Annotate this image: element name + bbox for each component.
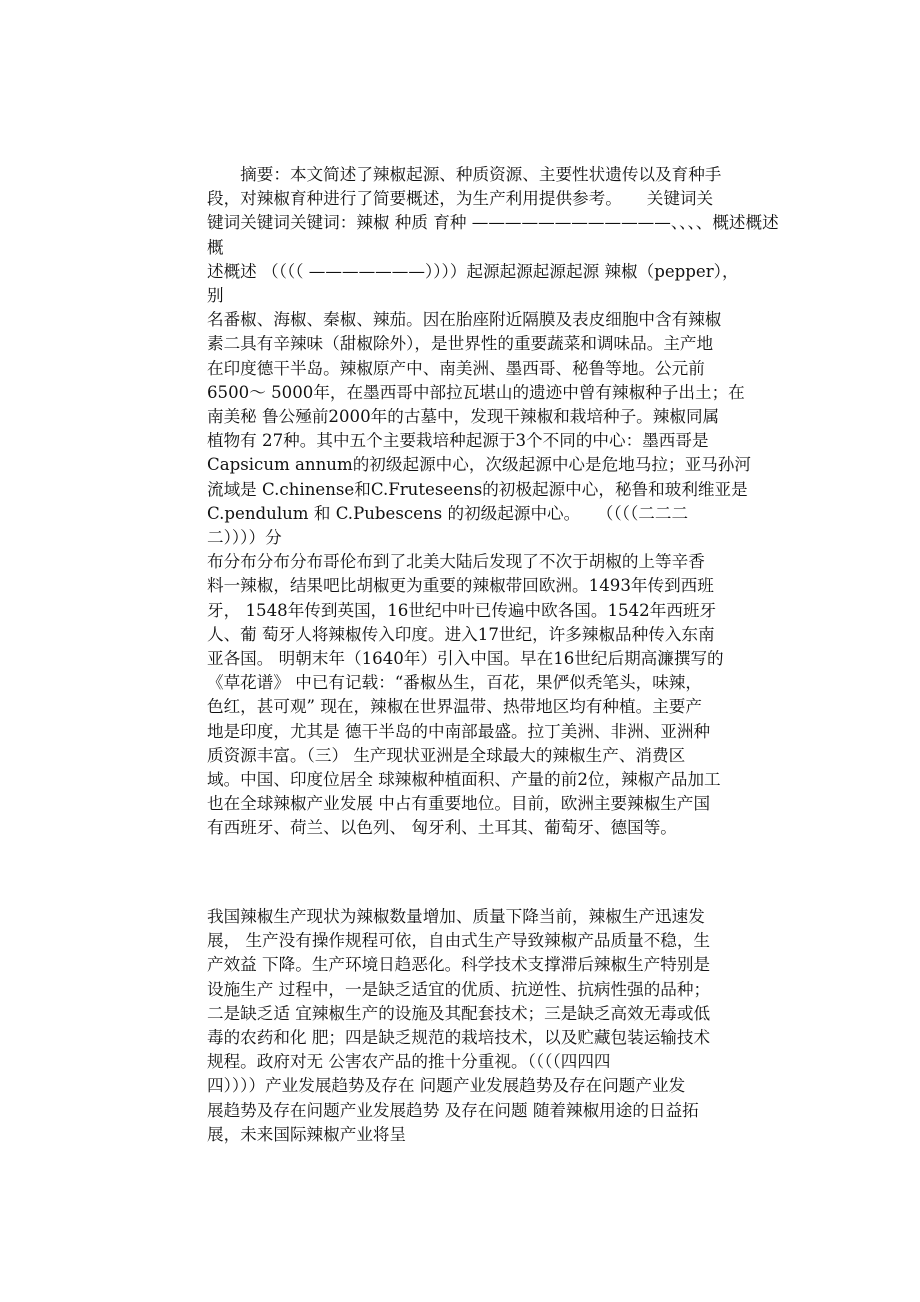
text-line: 概 (207, 237, 224, 257)
text-line: 域。中国、印度位居全 球辣椒种植面积、产量的前2位，辣椒产品加工 (207, 770, 721, 789)
text-line: 《草花谱》 中已有记载：“番椒丛生，百花，果俨似秃笔头，味辣， (207, 673, 702, 693)
text-line: 牙， 1548年传到英国，16世纪中叶已传遍中欧各国。1542年西班牙 (207, 600, 717, 620)
text-line: 二））））分 (207, 528, 282, 547)
text-line: 键词关键词关键词：辣椒 种质 育种 ————————————、、、、概述概述 (207, 213, 779, 233)
text-line: 设施生产 过程中，一是缺乏适宜的优质、抗逆性、抗病性强的品种； (207, 979, 711, 999)
text-line: 二是缺乏适 宜辣椒生产的设施及其配套技术；三是缺乏高效无毒或低 (207, 1003, 711, 1023)
text-line: 我国辣椒生产现状为辣椒数量增加、质量下降当前，辣椒生产迅速发 (207, 907, 705, 926)
text-line: 人、葡 萄牙人将辣椒传入印度。进入17世纪，许多辣椒品种传入东南 (207, 624, 715, 644)
text-line: 别 (207, 286, 224, 305)
text-line: 料一辣椒，结果吧比胡椒更为重要的辣椒带回欧洲。1493年传到西班 (207, 576, 714, 596)
text-line: 展， 生产没有操作规程可依，自由式生产导致辣椒产品质量不稳，生 (207, 931, 711, 951)
text-line: 规程。政府对无 公害农产品的推十分重视。（（（（四四四 (207, 1052, 611, 1072)
text-line: 6500～ 5000年，在墨西哥中部拉瓦堪山的遗迹中曾有辣椒种子出土；在 (207, 382, 745, 402)
text-line: 色红，甚可观” 现在，辣椒在世界温带、热带地区均有种植。主要产 (207, 697, 702, 717)
text-line: 流域是 C.chinense和C.Fruteseens的初极起源中心，秘鲁和玻利维亚是 (207, 479, 748, 499)
text-line: 述概述 （（（（ ———————））））起源起源起源起源 辣椒（pepper）， (207, 261, 739, 281)
text-line: 地是印度，尤其是 德干半岛的中南部最盛。拉丁美洲、非洲、亚洲种 (207, 721, 711, 741)
text-line: 亚各国。 明朝末年（1640年）引入中国。早在16世纪后期高濂撰写的 (207, 649, 724, 668)
text-line: 四））））产业发展趋势及存在 问题产业发展趋势及存在问题产业发 (207, 1076, 686, 1096)
text-line: 南美秘 鲁公殛前2000年的古墓中，发现干辣椒和栽培种子。辣椒同属 (207, 407, 720, 426)
text-line: 质资源丰富。（三） 生产现状亚洲是全球最大的辣椒生产、消费区 (207, 745, 686, 765)
text-line: 段，对辣椒育种进行了简要概述，为生产利用提供参考。 关键词关 (207, 189, 714, 209)
text-line: 在印度德干半岛。辣椒原产中、南美洲、墨西哥、秘鲁等地。公元前 (207, 358, 705, 378)
text-line: 素二具有辛辣味（甜椒除外），是世界性的重要蔬菜和调味品。主产地 (207, 334, 714, 354)
text-line: 有西班牙、荷兰、以色列、 匈牙利、土耳其、葡萄牙、德国等。 (207, 818, 677, 838)
text-line: 毒的农药和化 肥；四是缺乏规范的栽培技术，以及贮藏包装运输技术 (207, 1028, 711, 1047)
text-line: 布分布分布分布哥伦布到了北美大陆后发现了不次于胡椒的上等辛香 (207, 552, 705, 572)
text-line: 展，未来国际辣椒产业将呈 (207, 1124, 407, 1144)
text-line: C.pendulum 和 C.Pubescens 的初级起源中心。 （（（（二二二 (207, 503, 689, 523)
text-line: 产效益 下降。生产环境日趋恶化。科学技术支撑滞后辣椒生产特别是 (207, 955, 711, 975)
text-line: 展趋势及存在问题产业发展趋势 及存在问题 随着辣椒用途的日益拓 (207, 1100, 699, 1120)
text-line: 摘要：本文简述了辣椒起源、种质资源、主要性状遗传以及育种手 (207, 165, 722, 184)
text-line: Capsicum annum的初级起源中心，次级起源中心是危地马拉；亚马孙河 (207, 455, 751, 475)
text-line: 植物有 27种。其中五个主要栽培种起源于3个不同的中心：墨西哥是 (207, 431, 709, 451)
text-line: 名番椒、海椒、秦椒、辣茄。因在胎座附近隔膜及表皮细胞中含有辣椒 (207, 310, 722, 330)
text-line: 也在全球辣椒产业发展 中占有重要地位。目前，欧洲主要辣椒生产国 (207, 794, 711, 814)
